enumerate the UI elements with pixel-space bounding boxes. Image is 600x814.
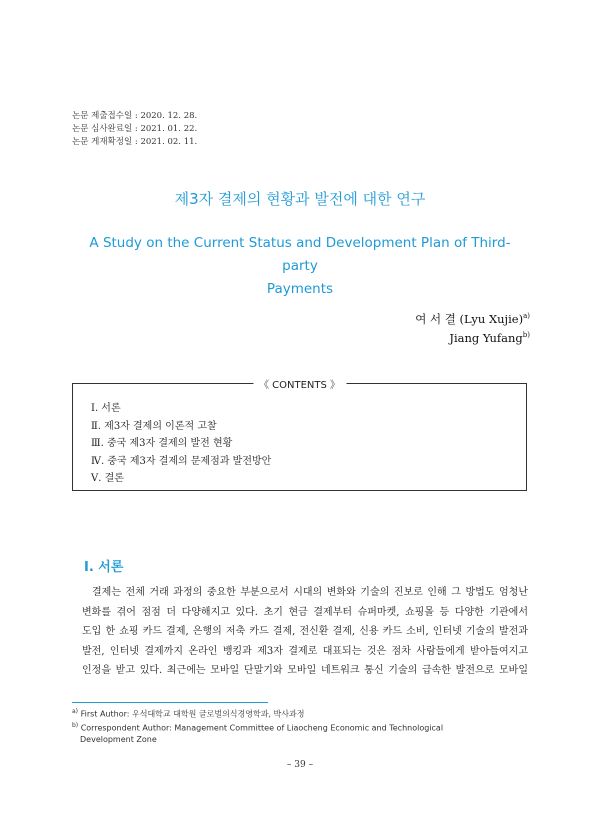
- body-line: 인정을 받고 있다. 최근에는 모바일 단말기와 모바일 네트워크 통신 기술의 급속한 발전으로 모바일: [82, 665, 528, 677]
- contents-item: Ⅳ. 중국 제3자 결제의 문제점과 발전방안: [91, 455, 272, 467]
- first-author-name: 여 서 결 (Lyu Xujie): [415, 311, 524, 326]
- first-author: [415, 308, 530, 327]
- body-paragraph: [82, 583, 528, 681]
- first-author-mark: a): [523, 312, 530, 320]
- contents-box: [72, 380, 527, 491]
- contents-item: Ⅴ. 결론: [91, 473, 124, 484]
- footnote-b-mark: b): [72, 722, 79, 730]
- footnote-b-continued: Development Zone: [80, 735, 157, 745]
- footnote-a: [72, 706, 443, 720]
- title-english-line1: A Study on the Current Status and Development Plan of Third-party: [89, 235, 511, 274]
- body-line: 발전, 인터넷 결제까지 온라인 뱅킹과 제3자 결제로 대표되는 것은 점차 사람들에게 받아들여지고: [82, 645, 528, 657]
- second-author-mark: b): [522, 330, 530, 339]
- reviewed-date: 논문 심사완료일 : 2021. 01. 22.: [72, 124, 198, 134]
- accepted-date: 논문 게재확정일 : 2021. 02. 11.: [72, 137, 198, 147]
- body-line: 변화를 겪어 점점 더 다양해지고 있다. 초기 현금 결제부터 슈퍼마켓, 쇼핑몰 등 다양한 기관에서: [82, 606, 528, 618]
- footnote-b-text: Correspondent Author: Management Committee of Liaocheng Economic and Technological: [80, 723, 444, 733]
- contents-item: Ⅲ. 중국 제3자 결제의 발전 현황: [91, 438, 233, 449]
- title-korean: 제3자 결제의 현황과 발전에 대한 연구: [174, 190, 426, 208]
- footnotes: [72, 706, 443, 746]
- contents-title: 《 CONTENTS 》: [253, 376, 346, 391]
- authors: [415, 308, 530, 346]
- contents-item: Ⅱ. 제3자 결제의 이론적 고찰: [91, 420, 217, 432]
- contents-list: [91, 400, 271, 488]
- second-author: [415, 327, 530, 346]
- section-heading: Ⅰ. 서론: [84, 560, 124, 575]
- footnote-a-mark: a): [72, 708, 79, 715]
- body-line: 도입 한 쇼핑 카드 결제, 은행의 저축 카드 결제, 전신환 결제, 신용 카드 소비, 인터넷 기술의 발전과: [82, 626, 528, 638]
- received-date: 논문 제출접수일 : 2020. 12. 28.: [72, 111, 198, 121]
- page-number: – 39 –: [286, 760, 314, 770]
- footnote-b: [72, 720, 443, 734]
- body-line: 결제는 전체 거래 과정의 중요한 부분으로서 시대의 변화와 기술의 진보로 인해 그 방법도 엄청난: [92, 587, 528, 598]
- title-english: [80, 232, 520, 301]
- footnote-a-text: First Author: 우석대학교 대학원 글로벌의식경영학과, 박사과정: [80, 709, 305, 719]
- footnote-divider: [72, 702, 268, 703]
- second-author-name: Jiang Yufang: [449, 330, 523, 345]
- submission-dates: [72, 110, 197, 149]
- contents-item: Ⅰ. 서론: [91, 403, 121, 414]
- title-english-line2: Payments: [266, 281, 334, 297]
